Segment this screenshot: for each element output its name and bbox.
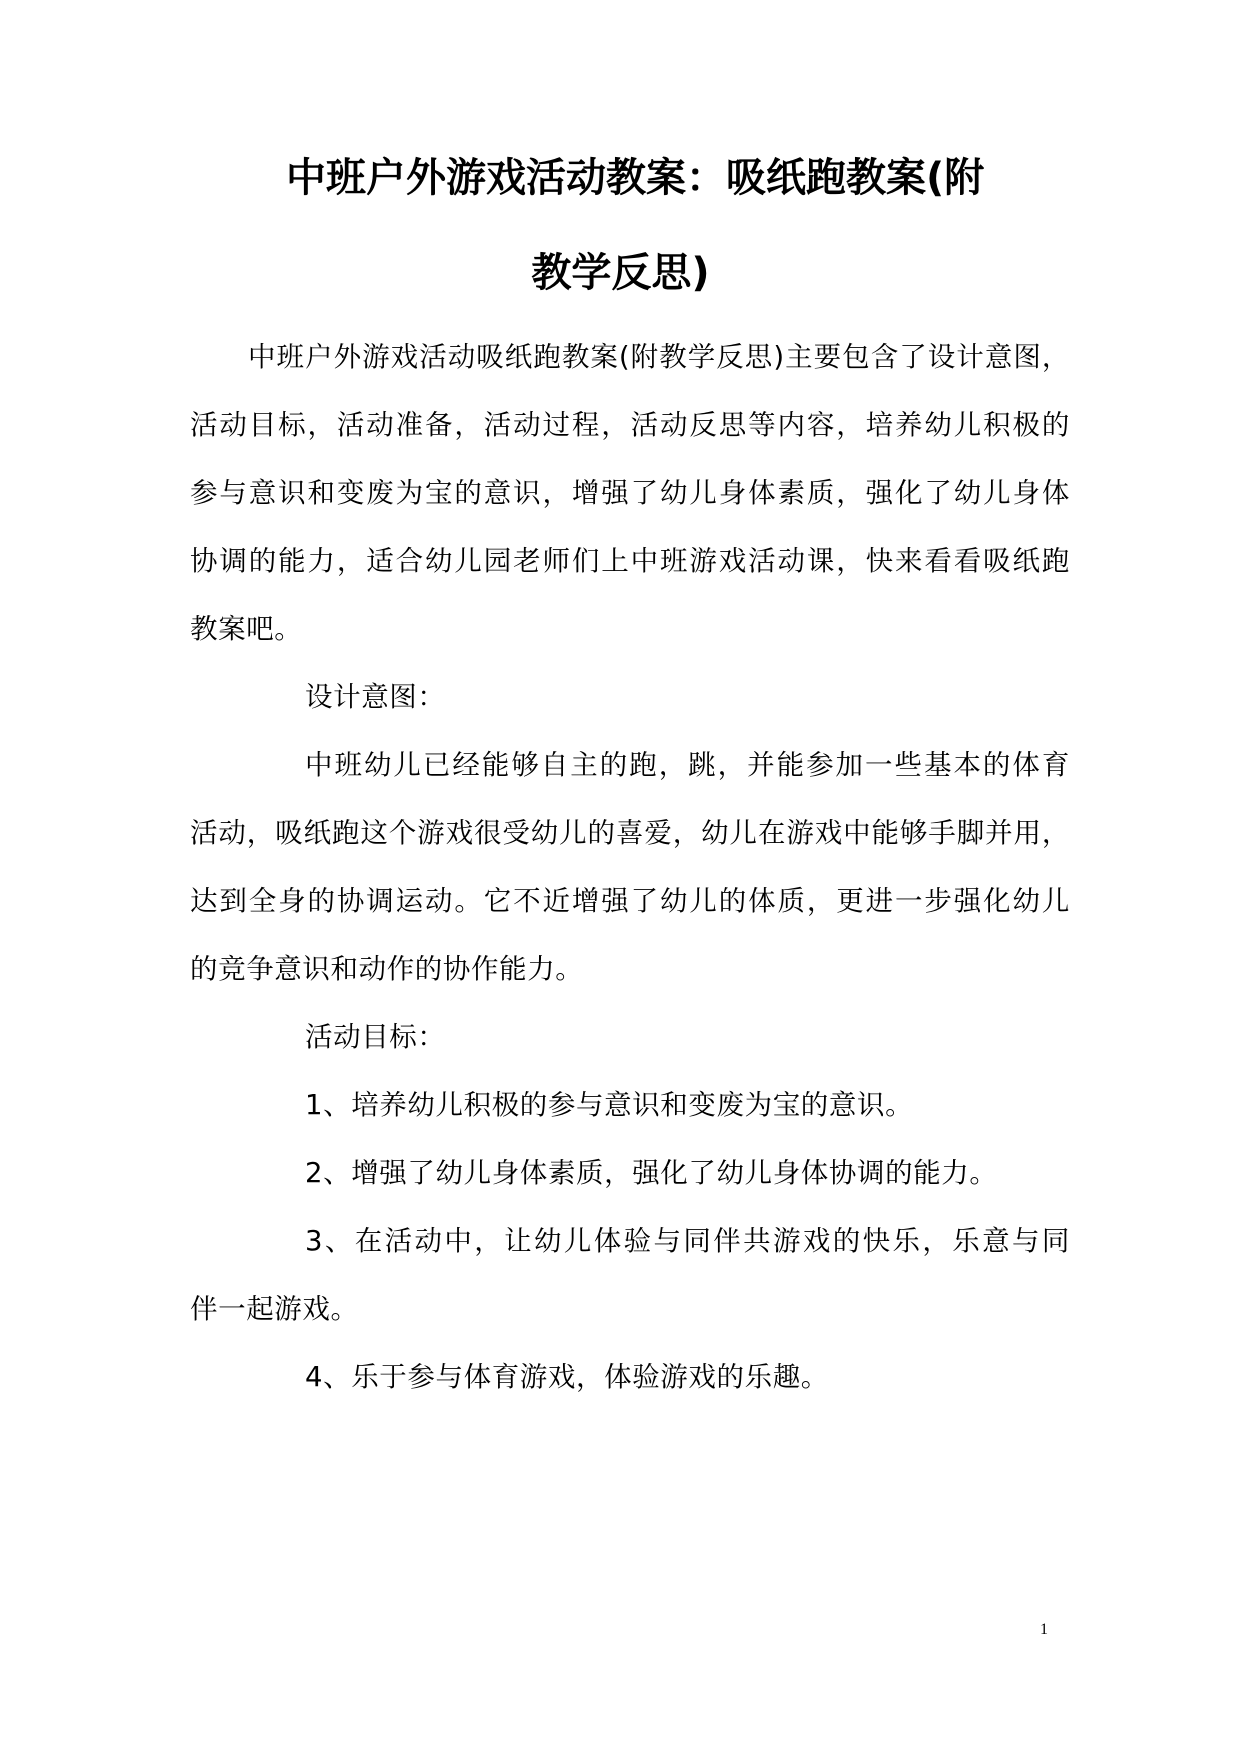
document-title-line-1: 中班户外游戏活动教案：吸纸跑教案(附 [286, 155, 985, 201]
design-line-4: 的竞争意识和动作的协作能力。 [190, 953, 584, 985]
goal-item-4: 4、乐于参与体育游戏，体验游戏的乐趣。 [305, 1361, 829, 1393]
goal-item-1: 1、培养幼儿积极的参与意识和变废为宝的意识。 [305, 1089, 914, 1121]
design-line-3: 达到全身的协调运动。它不近增强了幼儿的体质，更进一步强化幼儿 [190, 885, 1070, 917]
design-line-2: 活动，吸纸跑这个游戏很受幼儿的喜爱，幼儿在游戏中能够手脚并用， [190, 817, 1070, 849]
intro-line-2: 活动目标，活动准备，活动过程，活动反思等内容，培养幼儿积极的 [190, 409, 1070, 441]
intro-line-3: 参与意识和变废为宝的意识，增强了幼儿身体素质，强化了幼儿身体 [190, 477, 1070, 509]
intro-line-1: 中班户外游戏活动吸纸跑教案(附教学反思)主要包含了设计意图， [248, 341, 1070, 373]
design-line-1: 中班幼儿已经能够自主的跑，跳，并能参加一些基本的体育 [305, 749, 1070, 781]
page-number: 1 [1040, 1621, 1048, 1638]
design-heading: 设计意图： [305, 681, 446, 713]
goal-item-3-line-2: 伴一起游戏。 [190, 1293, 359, 1325]
intro-line-4: 协调的能力，适合幼儿园老师们上中班游戏活动课，快来看看吸纸跑 [190, 545, 1070, 577]
goal-item-3-line-1: 3、在活动中，让幼儿体验与同伴共游戏的快乐，乐意与同 [305, 1225, 1070, 1257]
document-title-line-2: 教学反思) [531, 250, 710, 296]
intro-line-5: 教案吧。 [190, 613, 303, 645]
goal-item-2: 2、增强了幼儿身体素质，强化了幼儿身体协调的能力。 [305, 1157, 998, 1189]
goals-heading: 活动目标： [305, 1021, 446, 1053]
